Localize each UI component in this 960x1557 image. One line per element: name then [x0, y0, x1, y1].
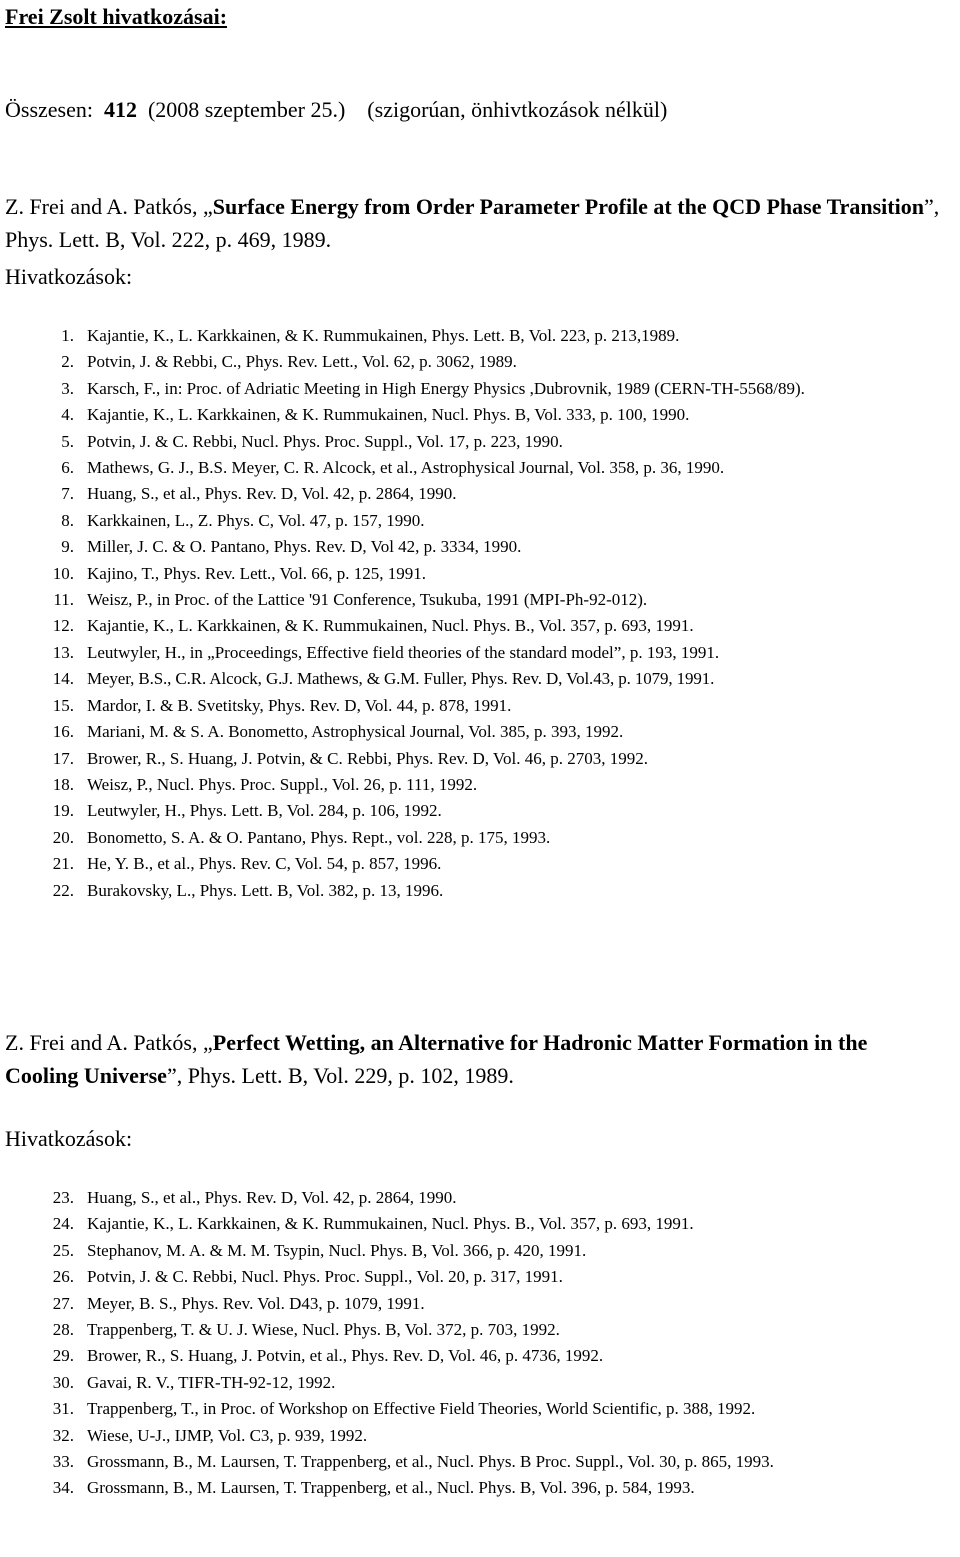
reference-item — [0, 1238, 960, 1264]
reference-text: Huang, S., et al., Phys. Rev. D, Vol. 42, p. 2864, 1990. — [87, 484, 457, 504]
reference-number: 20. — [52, 827, 74, 847]
reference-item — [0, 1185, 960, 1211]
summary-label: Összesen: — [5, 97, 93, 122]
document-title: Frei Zsolt hivatkozásai: — [5, 4, 228, 29]
summary-note: (2008 szeptember 25.) (szigorúan, önhivtkozások nélkül) — [147, 97, 668, 122]
reference-item — [0, 1449, 960, 1475]
reference-number: 18. — [52, 774, 74, 794]
reference-text: Huang, S., et al., Phys. Rev. D, Vol. 42, p. 2864, 1990. — [87, 1188, 457, 1207]
reference-item — [0, 508, 960, 534]
reference-text: Kajantie, K., L. Karkkainen, & K. Rummukainen, Nucl. Phys. B., Vol. 357, p. 693, 1991. — [87, 616, 694, 636]
reference-item — [0, 587, 960, 613]
reference-text: Kajantie, K., L. Karkkainen, & K. Rummukainen, Nucl. Phys. B, Vol. 333, p. 100, 1990. — [87, 405, 690, 425]
reference-item — [0, 481, 960, 507]
reference-number: 10. — [52, 563, 74, 583]
reference-number: 21. — [52, 854, 74, 874]
reference-item — [0, 1291, 960, 1317]
reference-text: Brower, R., S. Huang, J. Potvin, & C. Rebbi, Phys. Rev. D, Vol. 46, p. 2703, 1992. — [87, 748, 648, 768]
reference-number: 34. — [52, 1478, 74, 1498]
reference-number: 7. — [61, 484, 74, 504]
paper-2-reference-list — [0, 1185, 960, 1502]
reference-text: Miller, J. C. & O. Pantano, Phys. Rev. D, Vol 42, p. 3334, 1990. — [87, 537, 522, 557]
reference-item — [0, 878, 960, 904]
reference-text: Potvin, J. & C. Rebbi, Nucl. Phys. Proc. Suppl., Vol. 17, p. 223, 1990. — [87, 431, 563, 451]
reference-number: 23. — [52, 1188, 74, 1207]
reference-text: Bonometto, S. A. & O. Pantano, Phys. Rept., vol. 228, p. 175, 1993. — [87, 827, 551, 847]
reference-number: 14. — [52, 669, 74, 689]
reference-number: 31. — [52, 1399, 74, 1419]
reference-item — [0, 561, 960, 587]
reference-number: 15. — [52, 695, 74, 715]
reference-item — [0, 666, 960, 692]
citation-count: 412 — [103, 97, 137, 122]
reference-item — [0, 349, 960, 375]
reference-text: Kajantie, K., L. Karkkainen, & K. Rummukainen, Phys. Lett. B, Vol. 223, p. 213,1989. — [87, 326, 680, 345]
reference-item — [0, 719, 960, 745]
reference-number: 16. — [52, 722, 74, 742]
reference-text: Grossmann, B., M. Laursen, T. Trappenberg, et al., Nucl. Phys. B Proc. Suppl., Vol. 30, p. 865, 1993. — [87, 1452, 774, 1472]
reference-text: He, Y. B., et al., Phys. Rev. C, Vol. 54, p. 857, 1996. — [87, 854, 442, 874]
reference-text: Meyer, B.S., C.R. Alcock, G.J. Mathews, & G.M. Fuller, Phys. Rev. D, Vol.43, p. 1079, 1991. — [87, 669, 715, 689]
reference-number: 6. — [61, 458, 74, 478]
paper-title: Perfect Wetting, an Alternative for Hadronic Matter Formation in the Cooling Universe — [5, 1030, 868, 1088]
reference-text: Burakovsky, L., Phys. Lett. B, Vol. 382, p. 13, 1996. — [87, 880, 444, 900]
reference-item — [0, 1475, 960, 1501]
reference-item — [0, 1264, 960, 1290]
reference-text: Trappenberg, T. & U. J. Wiese, Nucl. Phys. B, Vol. 372, p. 703, 1992. — [87, 1320, 560, 1340]
reference-number: 27. — [52, 1293, 74, 1313]
reference-number: 17. — [52, 748, 74, 768]
reference-item — [0, 534, 960, 560]
reference-number: 30. — [52, 1372, 74, 1392]
reference-text: Gavai, R. V., TIFR-TH-92-12, 1992. — [87, 1372, 336, 1392]
reference-item — [0, 376, 960, 402]
reference-item — [0, 1396, 960, 1422]
paper-authors: Z. Frei and A. Patkós, „ — [5, 194, 213, 219]
reference-text: Leutwyler, H., in „Proceedings, Effective field theories of the standard model”, p. 193, 1991. — [87, 642, 720, 662]
reference-item — [0, 455, 960, 481]
reference-text: Potvin, J. & C. Rebbi, Nucl. Phys. Proc. Suppl., Vol. 20, p. 317, 1991. — [87, 1267, 563, 1287]
reference-item — [0, 1423, 960, 1449]
reference-item — [0, 851, 960, 877]
paper-title: Surface Energy from Order Parameter Profile at the QCD Phase Transition — [212, 194, 924, 219]
reference-text: Mardor, I. & B. Svetitsky, Phys. Rev. D, Vol. 44, p. 878, 1991. — [87, 695, 512, 715]
reference-text: Potvin, J. & Rebbi, C., Phys. Rev. Lett., Vol. 62, p. 3062, 1989. — [87, 352, 517, 372]
reference-number: 8. — [61, 510, 74, 530]
reference-number: 28. — [52, 1320, 74, 1340]
reference-number: 26. — [52, 1267, 74, 1287]
paper-authors: Z. Frei and A. Patkós, „ — [5, 1030, 213, 1055]
reference-item — [0, 772, 960, 798]
reference-number: 19. — [52, 801, 74, 821]
reference-item — [0, 1343, 960, 1369]
reference-number: 9. — [61, 537, 74, 557]
reference-text: Meyer, B. S., Phys. Rev. Vol. D43, p. 1079, 1991. — [87, 1293, 425, 1313]
reference-number: 32. — [52, 1425, 74, 1445]
reference-text: Grossmann, B., M. Laursen, T. Trappenberg, et al., Nucl. Phys. B, Vol. 396, p. 584, 1993. — [87, 1478, 695, 1498]
reference-number: 33. — [52, 1452, 74, 1472]
paper-1-reference-list — [0, 323, 960, 904]
reference-item — [0, 429, 960, 455]
reference-number: 1. — [61, 326, 74, 345]
reference-item — [0, 1317, 960, 1343]
reference-text: Weisz, P., Nucl. Phys. Proc. Suppl., Vol. 26, p. 111, 1992. — [87, 774, 478, 794]
reference-text: Brower, R., S. Huang, J. Potvin, et al., Phys. Rev. D, Vol. 46, p. 4736, 1992. — [87, 1346, 604, 1366]
reference-text: Wiese, U-J., IJMP, Vol. C3, p. 939, 1992. — [87, 1425, 368, 1445]
citation-summary — [5, 96, 667, 124]
reference-number: 13. — [52, 642, 74, 662]
paper-2-refs-label: Hivatkozások: — [5, 1126, 133, 1151]
reference-number: 5. — [61, 431, 74, 451]
reference-item — [0, 402, 960, 428]
paper-1-refs-label: Hivatkozások: — [5, 264, 133, 289]
reference-text: Mathews, G. J., B.S. Meyer, C. R. Alcock, et al., Astrophysical Journal, Vol. 358, p. 36, 1990. — [87, 458, 725, 478]
reference-item — [0, 798, 960, 824]
paper-2-citation — [5, 1026, 940, 1092]
reference-text: Leutwyler, H., Phys. Lett. B, Vol. 284, p. 106, 1992. — [87, 801, 442, 821]
reference-number: 25. — [52, 1240, 74, 1260]
reference-text: Karkkainen, L., Z. Phys. C, Vol. 47, p. 157, 1990. — [87, 510, 425, 530]
reference-item — [0, 746, 960, 772]
reference-item — [0, 640, 960, 666]
reference-number: 4. — [61, 405, 74, 425]
reference-number: 24. — [52, 1214, 74, 1234]
reference-number: 2. — [61, 352, 74, 372]
reference-number: 22. — [52, 880, 74, 900]
reference-text: Kajino, T., Phys. Rev. Lett., Vol. 66, p. 125, 1991. — [87, 563, 427, 583]
reference-number: 11. — [53, 590, 74, 610]
reference-text: Weisz, P., in Proc. of the Lattice '91 Conference, Tsukuba, 1991 (MPI-Ph-92-012). — [87, 590, 648, 610]
reference-item — [0, 1370, 960, 1396]
paper-journal: ”, Phys. Lett. B, Vol. 229, p. 102, 1989. — [166, 1063, 514, 1088]
reference-number: 3. — [61, 378, 74, 398]
reference-number: 29. — [52, 1346, 74, 1366]
reference-text: Trappenberg, T., in Proc. of Workshop on Effective Field Theories, World Scientific, p. 388, 1992. — [87, 1399, 756, 1419]
reference-text: Kajantie, K., L. Karkkainen, & K. Rummukainen, Nucl. Phys. B., Vol. 357, p. 693, 1991. — [87, 1214, 694, 1234]
reference-item — [0, 825, 960, 851]
reference-number: 12. — [52, 616, 74, 636]
paper-1-citation — [5, 190, 940, 256]
reference-item — [0, 613, 960, 639]
reference-item — [0, 1211, 960, 1237]
reference-item — [0, 693, 960, 719]
reference-text: Stephanov, M. A. & M. M. Tsypin, Nucl. Phys. B, Vol. 366, p. 420, 1991. — [87, 1240, 587, 1260]
reference-item — [0, 323, 960, 349]
reference-text: Mariani, M. & S. A. Bonometto, Astrophysical Journal, Vol. 385, p. 393, 1992. — [87, 722, 624, 742]
paper-journal: ”, Phys. Lett. B, Vol. 222, p. 469, 1989. — [5, 194, 940, 252]
reference-text: Karsch, F., in: Proc. of Adriatic Meeting in High Energy Physics ,Dubrovnik, 1989 (CERN-TH-5568/89). — [87, 378, 805, 398]
